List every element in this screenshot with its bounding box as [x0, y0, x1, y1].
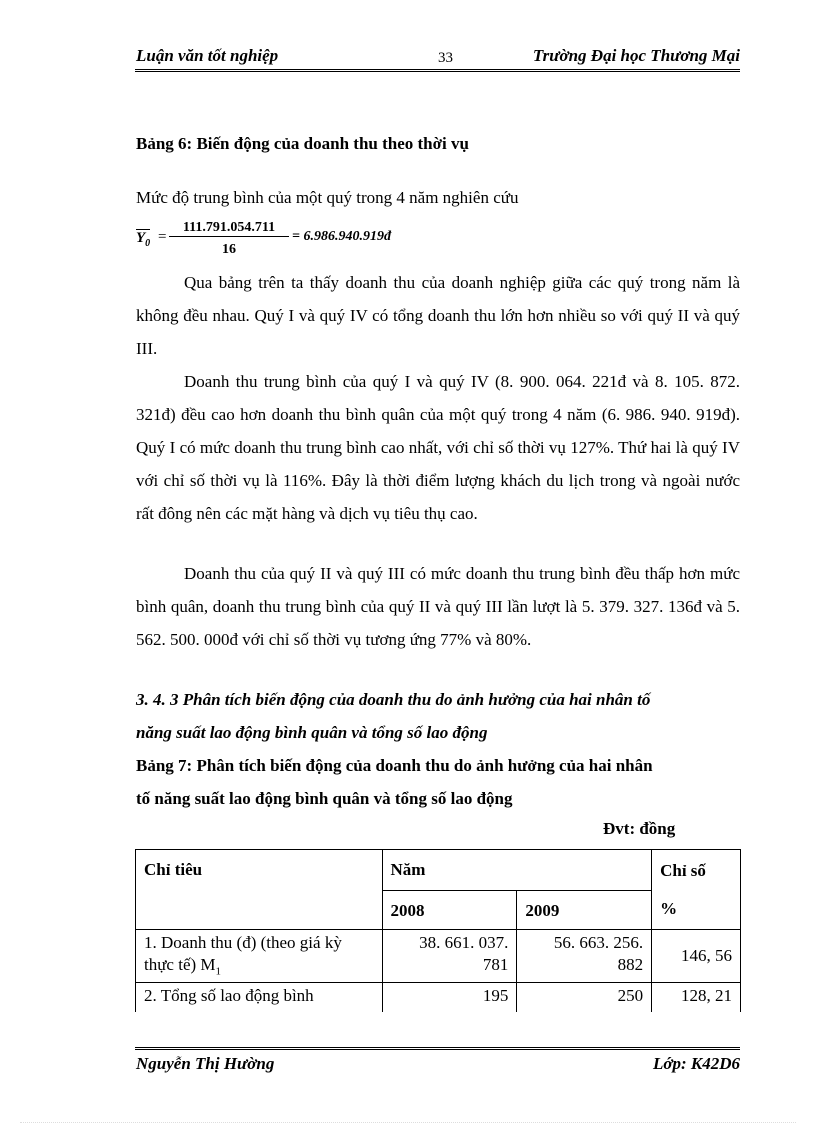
row-label: 1. Doanh thu (đ) (theo giá kỳ thực tế) $M_1$: [136, 930, 383, 983]
row-value-2008: 38. 661. 037. 781: [382, 930, 517, 983]
row-value-2009: 56. 663. 256. 882: [517, 930, 652, 983]
paragraph-2: Doanh thu trung bình của quý I và quý IV (8. 900. 064. 221đ và 8. 105. 872. 321đ) đều cao hơn doanh thu bình quân của một quý trong 4 năm (6. 986. 940. 919đ). Quý I có mức doanh thu trung bình cao nhất, với chỉ số thời vụ 127%. Thứ hai là quý IV với chỉ số thời vụ là 116%. Đây là thời điểm lượng khách du lịch trong và ngoài nước rất đông nên các mặt hàng và dịch vụ tiêu thụ cao.: [136, 372, 740, 523]
page-number: 33: [438, 50, 453, 66]
table7-title-line-1: Bảng 7: Phân tích biến động của doanh thu do ảnh hưởng của hai nhân: [136, 756, 653, 775]
year-2008: 2008: [382, 891, 517, 930]
row-index: 128, 21: [652, 983, 741, 1043]
row-label: 2. Tổng số lao động bình: [136, 983, 383, 1043]
table6-title: Bảng 6: Biến động của doanh thu theo thời vụ: [136, 134, 469, 153]
header-index: Chỉ số %: [652, 850, 741, 930]
unit-label: Đvt: đồng: [603, 819, 676, 838]
row-value-2008: 195: [382, 983, 517, 1043]
header-left: Luận văn tốt nghiệp: [136, 46, 279, 65]
footer-author: Nguyễn Thị Hường: [136, 1054, 275, 1073]
paragraph-1: Qua bảng trên ta thấy doanh thu của doanh nghiệp giữa các quý trong năm là không đều nhau. Quý I và quý IV có tổng doanh thu lớn hơn nhiều so với quý II và quý III.: [136, 273, 740, 358]
formula-lhs: $Y_0$: [136, 229, 150, 252]
average-intro: Mức độ trung bình của một quý trong 4 năm nghiên cứu: [136, 188, 519, 207]
section-heading-line-2: năng suất lao động bình quân và tổng số lao động: [136, 723, 488, 742]
table7-title-line-2: tố năng suất lao động bình quân và tổng số lao động: [136, 789, 513, 808]
formula-result: = 6.986.940.919đ: [292, 229, 391, 244]
table-row: [136, 930, 741, 983]
row-index: 146, 56: [652, 930, 741, 983]
footer-rule: [135, 1047, 740, 1050]
header-year: Năm: [382, 850, 652, 891]
formula-denominator: 16: [222, 242, 236, 257]
page-break-mask: [0, 1012, 816, 1046]
row-value-2009: 250: [517, 983, 652, 1043]
formula-numerator: 111.791.054.711: [169, 219, 289, 237]
section-heading-line-1: 3. 4. 3 Phân tích biến động của doanh thu do ảnh hưởng của hai nhân tố: [136, 690, 651, 709]
footer-class: Lớp: K42D6: [652, 1054, 740, 1073]
table-header-row: [136, 850, 741, 891]
header-right: Trường Đại học Thương Mại: [532, 46, 740, 65]
header-rule: [135, 69, 740, 72]
header-indicator: Chỉ tiêu: [136, 850, 383, 930]
year-2009: 2009: [517, 891, 652, 930]
paragraph-3: Doanh thu của quý II và quý III có mức doanh thu trung bình đều thấp hơn mức bình quân, doanh thu trung bình của quý II và quý III lần lượt là 5. 379. 327. 136đ và 5. 562. 500. 000đ với chỉ số thời vụ tương ứng 77% và 80%.: [136, 564, 740, 649]
